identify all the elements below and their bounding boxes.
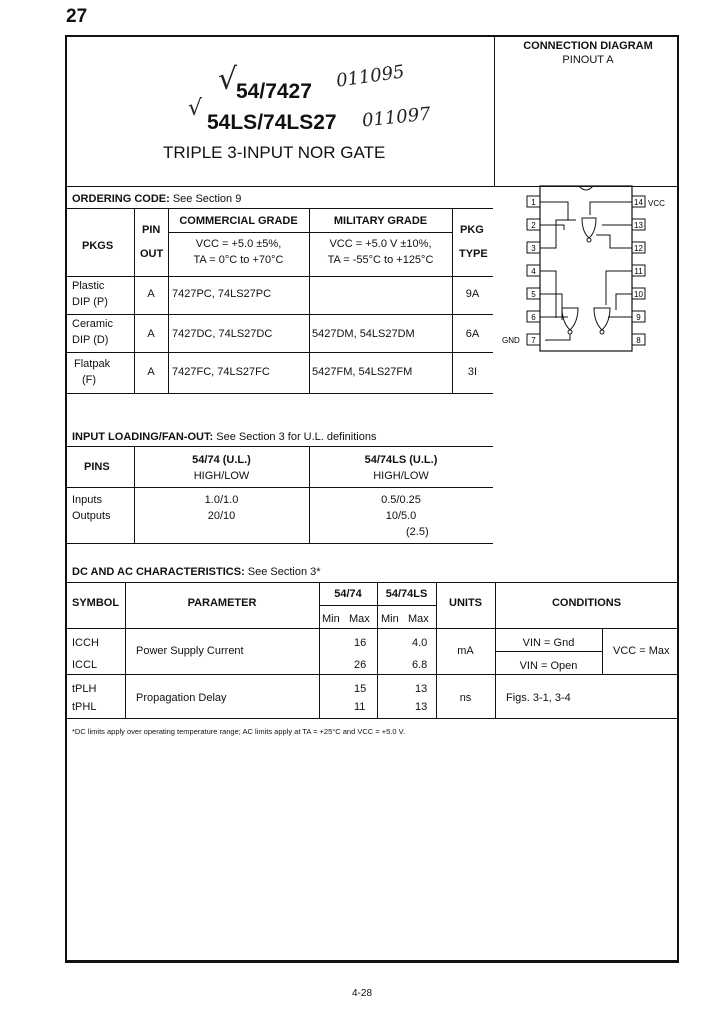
loading-heading-label: INPUT LOADING/FAN-OUT: [72,431,214,443]
table-row-type: 9A [465,288,480,300]
col-pin: PIN [142,224,161,236]
check-mark-2: √ [188,96,203,121]
dcac-heading-label: DC AND AC CHARACTERISTICS: [72,566,245,578]
inputs-std: 1.0/1.0 [204,494,239,506]
outputs-ls-note: (2.5) [406,526,429,538]
table-row-pkg1: Plastic [72,280,105,292]
pin-box-2-label: 2 [531,221,536,230]
symbol-tplh: tPLH [72,683,97,695]
units-current: mA [457,645,474,657]
col-military: MILITARY GRADE [333,215,428,227]
table-row-pin: A [147,366,155,378]
pin-box-9-label: 9 [636,313,641,322]
pin-box-3-label: 3 [531,244,536,253]
table-row-type: 6A [465,328,480,340]
outputs-ls: 10/5.0 [385,510,417,522]
col-parameter: PARAMETER [187,597,257,609]
table-row-type: 3I [467,366,478,378]
table-row-military: 5427FM, 54LS27FM [312,366,413,378]
col-std-min: Min [322,613,340,625]
pin-box-8-label: 8 [636,336,641,345]
col-ls: 54/74LS [385,588,428,600]
cond-vcc-max: VCC = Max [613,645,670,657]
ls-max-iccl: 6.8 [412,659,428,671]
row-inputs: Inputs [72,494,102,506]
col-ls-min: Min [381,613,399,625]
std-max-iccl: 26 [354,659,367,671]
pin-box-4-label: 4 [531,267,536,276]
col-ls-highlow: HIGH/LOW [373,470,429,482]
page-number: 27 [66,6,88,27]
cond-vin-gnd: VIN = Gnd [522,637,575,649]
commercial-condition-1: VCC = +5.0 ±5%, [195,238,282,250]
pin-box-7-label: 7 [531,336,536,345]
outputs-std: 20/10 [207,510,236,522]
cond-vin-open: VIN = Open [519,660,578,672]
connection-diagram-title: CONNECTION DIAGRAM [523,40,653,52]
symbol-icch: ICCH [72,637,99,649]
ls-max-tphl: 13 [415,701,428,713]
part-number-standard: 54/7427 [236,80,312,103]
connection-diagram-subtitle: PINOUT A [562,54,614,66]
col-symbol: SYMBOL [72,597,120,609]
col-conditions: CONDITIONS [551,597,622,609]
dcac-heading [72,566,321,578]
pin-box-10-label: 10 [634,290,643,299]
loading-heading [72,431,376,443]
table-row-pkg2: DIP (P) [72,296,108,308]
ordering-heading [72,193,241,205]
pin-box-5-label: 5 [531,290,536,299]
col-std-highlow: HIGH/LOW [193,470,250,482]
title-divider-vertical [494,36,495,186]
units-time: ns [459,692,472,704]
ordering-heading-label: ORDERING CODE: [72,193,170,205]
table-row-pkg2: (F) [82,374,97,386]
ls-max-icch: 4.0 [412,637,428,649]
col-std: 54/74 [334,588,362,600]
loading-heading-note: See Section 3 for U.L. definitions [216,431,377,443]
part-number-ls: 54LS/74LS27 [207,111,337,134]
col-pkgs: PKGS [82,240,114,252]
ls-max-tplh: 13 [415,683,428,695]
military-condition-1: VCC = +5.0 V ±10%, [329,238,432,250]
cond-figs: Figs. 3-1, 3-4 [506,692,571,704]
symbol-tphl: tPHL [72,701,97,713]
dcac-heading-note: See Section 3* [247,566,321,578]
table-row-military: 5427DM, 54LS27DM [312,328,415,340]
table-row-pkg1: Flatpak [74,358,111,370]
col-pkg: PKG [460,224,484,236]
std-max-tphl: 11 [354,701,366,713]
check-mark-1: √ [218,62,238,97]
std-max-tplh: 15 [354,683,367,695]
ordering-heading-note: See Section 9 [172,193,242,205]
left-pin-boxes [527,196,540,345]
table-row-pin: A [147,288,155,300]
page-footer: 4-28 [352,988,373,999]
table-row-commercial: 7427FC, 74LS27FC [172,366,270,378]
row-outputs: Outputs [72,510,111,522]
col-out: OUT [140,248,164,260]
dcac-footnote: *DC limits apply over operating temperature range; AC limits apply at TA = +25°C and VCC = +5.0 V. [72,727,406,736]
handwritten-note-1: 011095 [334,61,406,92]
vcc-label: VCC [648,199,665,208]
table-row-commercial: 7427PC, 74LS27PC [172,288,272,300]
handwritten-note-2: 011097 [361,103,432,132]
table-row-pkg2: DIP (D) [72,334,109,346]
col-pins: PINS [84,461,110,473]
pin-box-13-label: 13 [634,221,643,230]
pin-box-6-label: 6 [531,313,536,322]
col-commercial: COMMERCIAL GRADE [179,215,298,227]
col-type: TYPE [459,248,488,260]
gnd-label: GND [502,336,520,345]
std-max-icch: 16 [354,637,367,649]
pin-box-14-label: 14 [634,198,643,207]
col-units: UNITS [449,597,482,609]
inputs-ls: 0.5/0.25 [381,494,421,506]
title-separator [66,186,678,187]
param-power: Power Supply Current [136,645,244,657]
pin-box-12-label: 12 [634,244,643,253]
pinout-diagram [498,180,678,355]
col-std-max: Max [349,613,370,625]
table-row-commercial: 7427DC, 74LS27DC [172,328,273,340]
table-row-pin: A [147,328,155,340]
symbol-iccl: ICCL [72,659,98,671]
military-condition-2: TA = -55°C to +125°C [327,254,434,266]
ordering-table [66,208,493,395]
col-std-ul: 54/74 (U.L.) [192,454,251,466]
device-description: TRIPLE 3-INPUT NOR GATE [163,143,386,162]
col-ls-ul: 54/74LS (U.L.) [364,454,438,466]
col-ls-max: Max [408,613,429,625]
commercial-condition-2: TA = 0°C to +70°C [193,254,284,266]
param-delay: Propagation Delay [136,692,227,704]
table-row-pkg1: Ceramic [72,318,113,330]
pin-box-1-label: 1 [531,198,536,207]
dcac-table [66,582,678,719]
pin-box-11-label: 11 [634,267,643,276]
loading-table [66,446,493,544]
right-pin-boxes [632,196,645,345]
